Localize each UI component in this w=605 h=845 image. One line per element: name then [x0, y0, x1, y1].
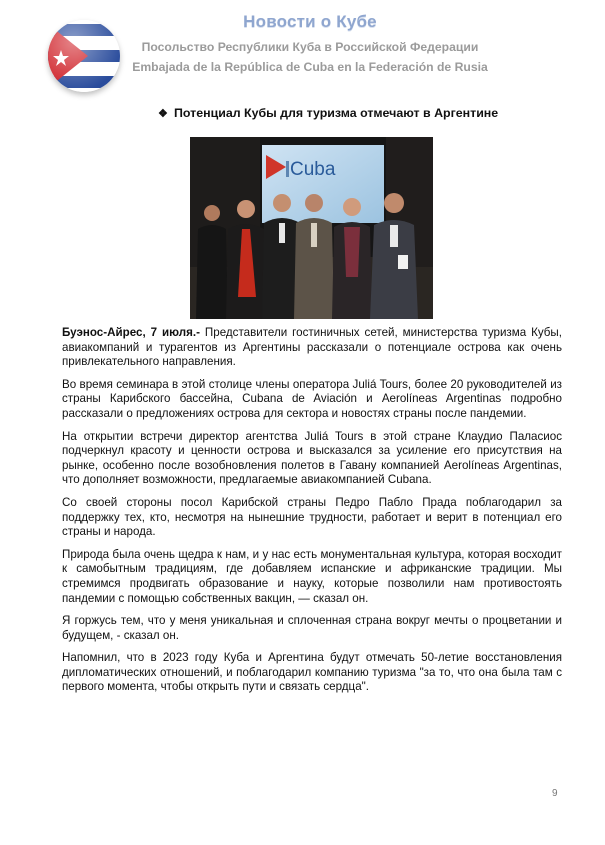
cuban-flag-icon — [48, 20, 120, 92]
article-paragraph: Природа была очень щедра к нам, и у нас есть монументальная культура, которая восходит к самобытным традициям, где добавляем испанские и африканские традиции. Мы стремимся продвигать образование и науку, которые позволили нам противостоять пандемии с помощью собственных вакцин, — сказал он. — [62, 547, 562, 605]
article-paragraph: Со своей стороны посол Карибской страны Педро Пабло Прада поблагодарил за поддержку тех, кто, несмотря на нынешние трудности, работает и верит в потенциал его страны и народа. — [62, 495, 562, 539]
embassy-name-es: Embajada de la República de Cuba en la Federación de Rusia — [132, 60, 488, 74]
article-paragraph: Во время семинара в этой столице члены оператора Juliá Tours, более 20 руководителей из страны Карибского бассейна, Cubana de Aviación и Aerolíneas Argentinas подробно рассказали о предложениях острова для сектора и новостях страны после пандемии. — [62, 377, 562, 420]
lead-text: Представители гостиничных сетей, министерства туризма Кубы, авиакомпаний и турагентов из Аргентины рассказали о потенциале острова как очень привлекательного направления. — [62, 326, 562, 369]
group-photo-illustration — [190, 137, 433, 319]
embassy-name-ru: Посольство Республики Куба в Российской Федерации — [141, 40, 479, 54]
article-paragraph: Я горжусь тем, что у меня уникальная и сплоченная страна вокруг мечты о процветании и будущем, - сказал он. — [62, 614, 562, 642]
article-paragraph: На открытии встречи директор агентства Juliá Tours в этой стране Клаудио Паласиос подчеркнул красоту и ценности острова и высказался за усиление его присутствия на рынке, особенно после возобновления полетов в Гавану компанией Aerolíneas Argentinas, что дополняет возможности, предлагаемые авиакомпанией Cubana. — [62, 429, 562, 487]
article-photo — [190, 137, 433, 319]
diamond-bullet-icon: ❖ — [158, 108, 168, 120]
page-number: 9 — [552, 788, 558, 799]
cuban-flag-logo — [48, 20, 120, 92]
article-headline — [158, 106, 558, 120]
masthead — [125, 12, 495, 80]
article-paragraph: Напомнил, что в 2023 году Куба и Аргентина будут отмечать 50-летие восстановления дипломатических отношений, и поблагодарил компанию туризма "за то, что она была там с первого момента, чтобы открыть пути и связать сердца". — [62, 651, 562, 694]
dateline: Буэнос-Айрес, 7 июля.- — [62, 326, 200, 339]
headline-text: Потенциал Кубы для туризма отмечают в Аргентине — [174, 106, 499, 120]
screen-cuba-text: Cuba — [290, 159, 336, 180]
newsletter-title: Новости о Кубе — [243, 12, 377, 31]
article-body — [62, 326, 562, 703]
article-lead-paragraph — [62, 326, 562, 370]
